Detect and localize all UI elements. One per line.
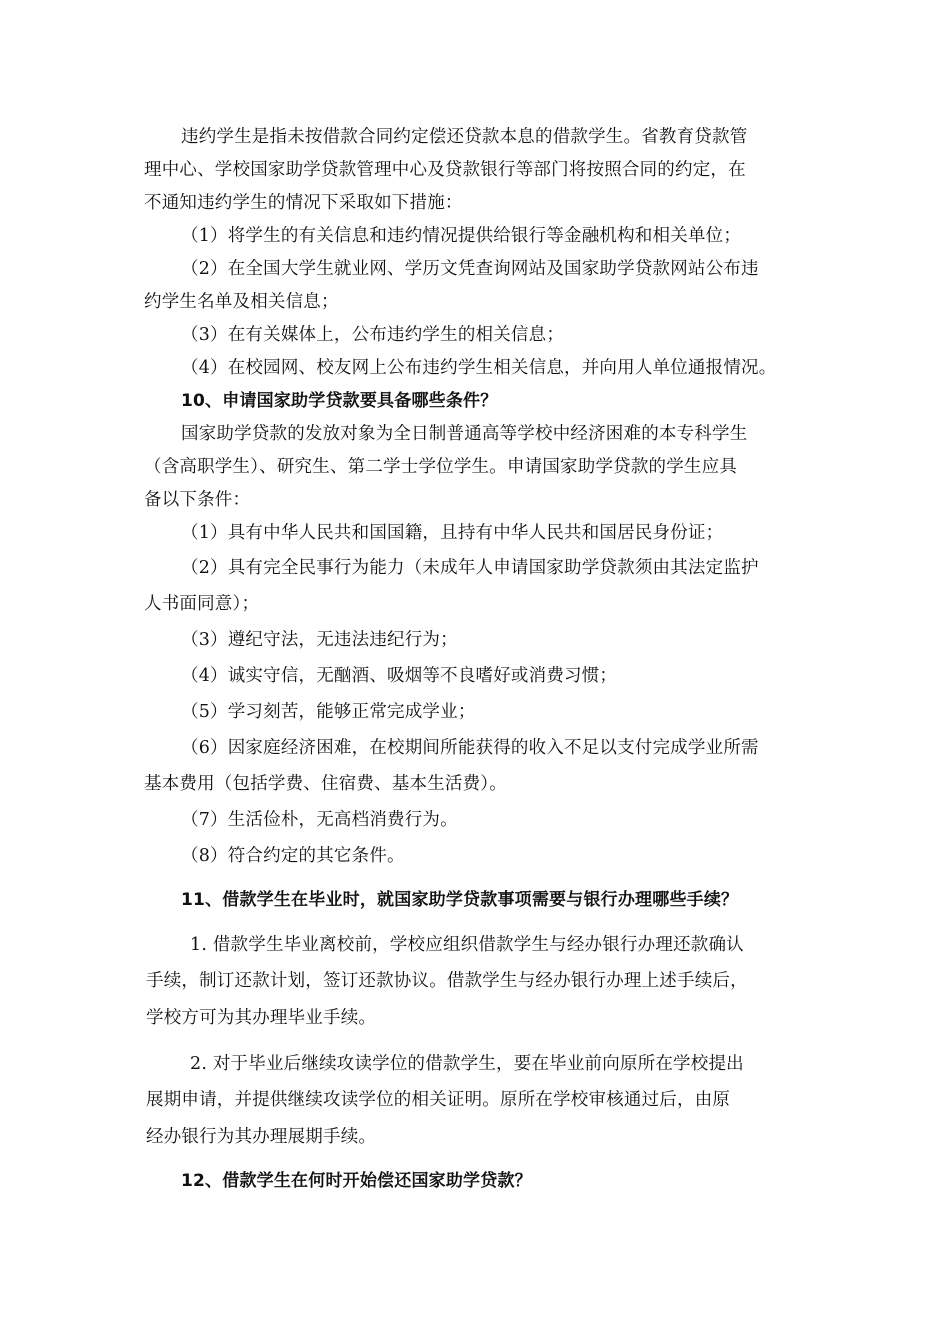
list-item-continuation: 人书面同意）； — [144, 594, 260, 614]
numbered-item-continuation: 展期申请，并提供继续攻读学位的相关证明。原所在学校审核通过后，由原 — [146, 1090, 731, 1110]
list-item: （3）遵纪守法，无违法违纪行为； — [181, 630, 458, 650]
numbered-item-continuation: 学校方可为其办理毕业手续。 — [146, 1008, 377, 1028]
list-item: （6）因家庭经济困难，在校期间所能获得的收入不足以支付完成学业所需 — [181, 738, 759, 758]
question-heading: 12、借款学生在何时开始偿还国家助学贷款？ — [181, 1171, 532, 1191]
numbered-item-continuation: 手续，制订还款计划，签订还款协议。借款学生与经办银行办理上述手续后， — [146, 971, 748, 991]
paragraph-line: （含高职学生）、研究生、第二学士学位学生。申请国家助学贷款的学生应具 — [144, 457, 738, 477]
paragraph-line: 理中心、学校国家助学贷款管理中心及贷款银行等部门将按照合同的约定，在 — [144, 160, 746, 180]
list-item: （8）符合约定的其它条件。 — [181, 846, 405, 866]
list-item: （3）在有关媒体上，公布违约学生的相关信息； — [181, 325, 565, 345]
question-heading: 10、申请国家助学贷款要具备哪些条件？ — [181, 391, 498, 411]
paragraph-line: 违约学生是指未按借款合同约定偿还贷款本息的借款学生。省教育贷款管 — [181, 127, 748, 147]
paragraph-line: 国家助学贷款的发放对象为全日制普通高等学校中经济困难的本专科学生 — [181, 424, 748, 444]
paragraph-line: 备以下条件： — [144, 490, 251, 510]
list-item: （5）学习刻苦，能够正常完成学业； — [181, 702, 476, 722]
list-item: （2）在全国大学生就业网、学历文凭查询网站及国家助学贷款网站公布违 — [181, 259, 759, 279]
list-item: （1）将学生的有关信息和违约情况提供给银行等金融机构和相关单位； — [181, 226, 742, 246]
numbered-item-continuation: 经办银行为其办理展期手续。 — [146, 1127, 377, 1147]
list-item: （1）具有中华人民共和国国籍，且持有中华人民共和国居民身份证； — [181, 523, 724, 543]
paragraph-line: 不通知违约学生的情况下采取如下措施： — [144, 193, 463, 213]
list-item: （2）具有完全民事行为能力（未成年人申请国家助学贷款须由其法定监护 — [181, 558, 759, 578]
list-item-continuation: 约学生名单及相关信息； — [144, 292, 339, 312]
list-item: （7）生活俭朴，无高档消费行为。 — [181, 810, 458, 830]
list-item-continuation: 基本费用（包括学费、住宿费、基本生活费）。 — [144, 774, 507, 794]
list-item: （4）诚实守信，无酗酒、吸烟等不良嗜好或消费习惯； — [181, 666, 618, 686]
list-item: （4）在校园网、校友网上公布违约学生相关信息，并向用人单位通报情况。 — [181, 358, 777, 378]
numbered-item: 2. 对于毕业后继续攻读学位的借款学生，要在毕业前向原所在学校提出 — [190, 1054, 744, 1074]
question-heading: 11、借款学生在毕业时，就国家助学贷款事项需要与银行办理哪些手续？ — [181, 890, 739, 910]
numbered-item: 1. 借款学生毕业离校前，学校应组织借款学生与经办银行办理还款确认 — [190, 935, 744, 955]
